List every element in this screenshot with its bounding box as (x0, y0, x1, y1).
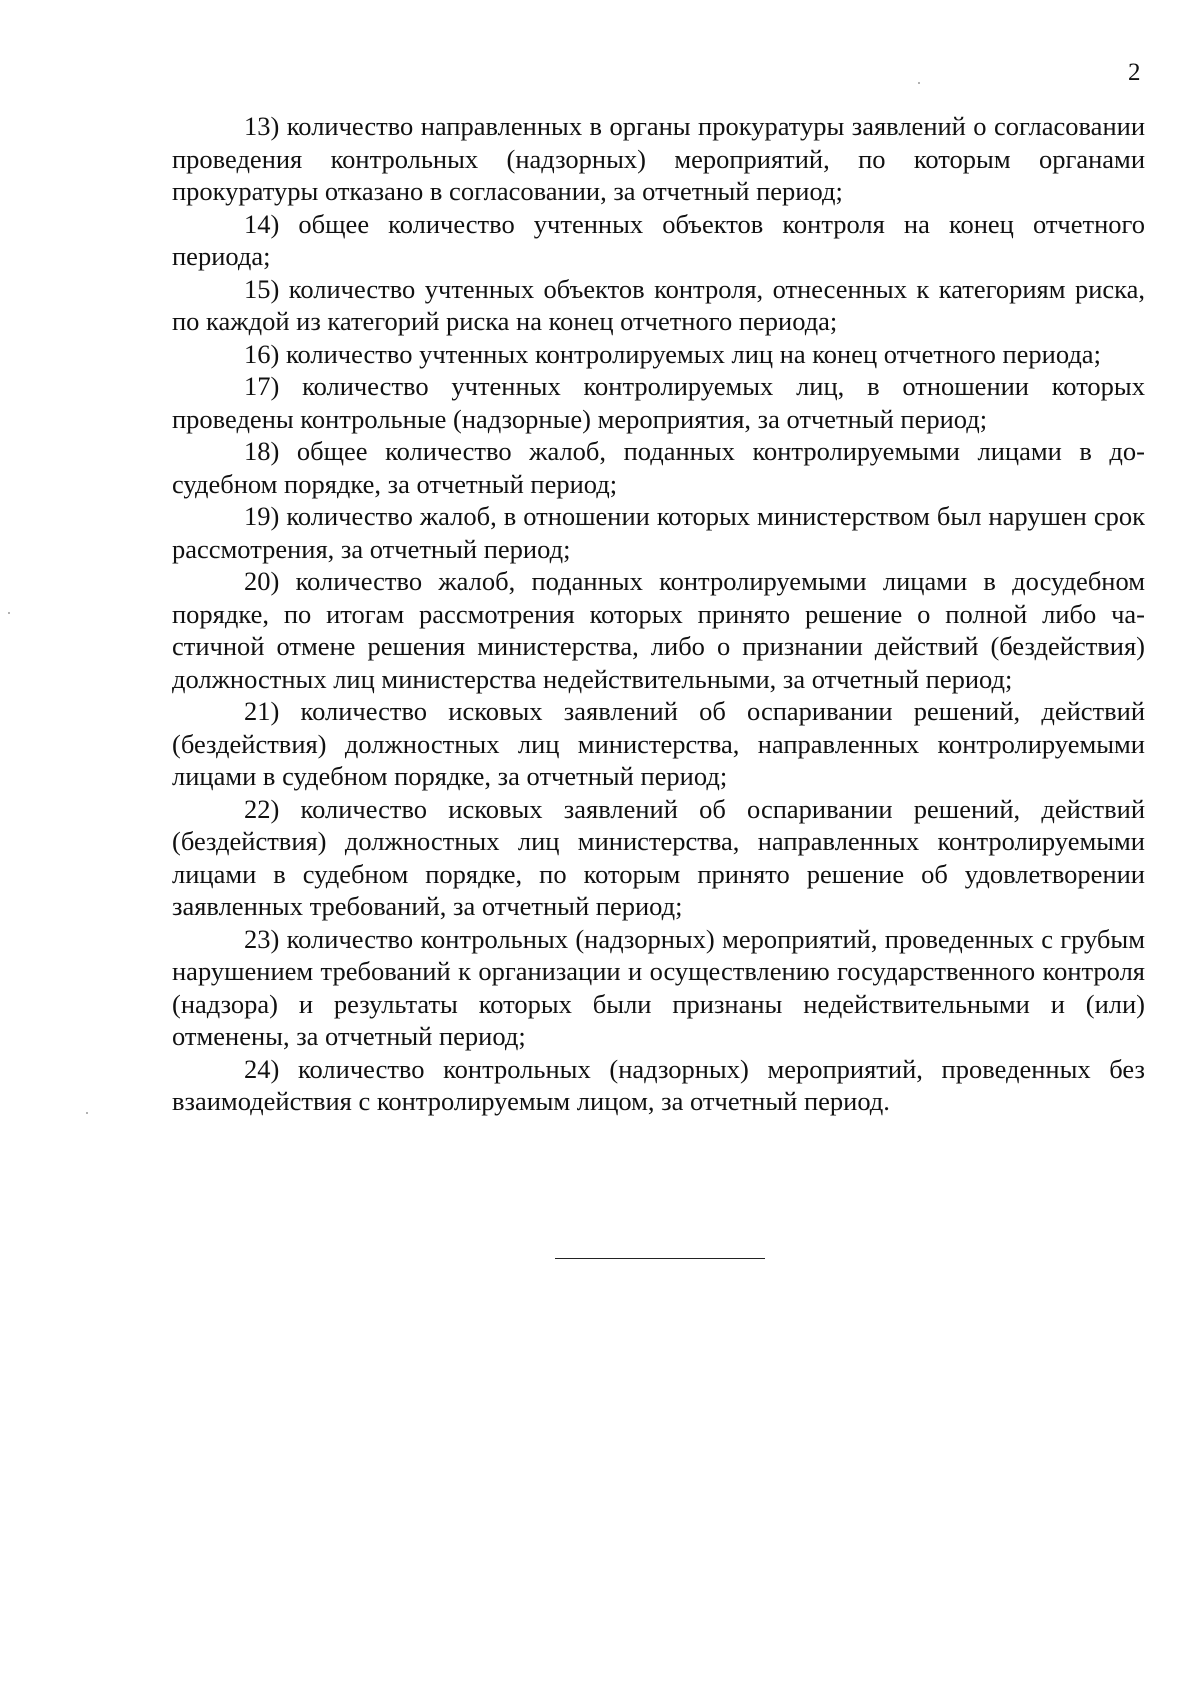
list-item-20: 20) количество жалоб, поданных контролируемыми лицами в досудебном порядке, по итогам рассмотрения которых принято решение о полной либо частичной отмене решения министерства, либо о признании действий (бездействия) должностных лиц министерства недействительными, за отчетный период; (172, 566, 1145, 694)
list-item-16: 16) количество учтенных контролируемых лиц на конец отчетного периода; (244, 338, 1101, 369)
list-item-22: 22) количество исковых заявлений об оспаривании решений, действий (бездействия) должностных лиц министерства, направленных контролируемыми лицами в судебном порядке, по которым принято решение об удовлетворении заявленных требований, за отчетный период; (172, 793, 1145, 921)
list-item-21: 21) количество исковых заявлений об оспаривании решений, действий (бездействия) должностных лиц министерства, направленных контролируемыми лицами в судебном порядке, за отчетный период; (172, 696, 1145, 791)
list-item-15: 15) количество учтенных объектов контроля, отнесенных к категориям риска, по каждой из категорий риска на конец отчетного периода; (172, 273, 1145, 336)
document-body (172, 110, 1145, 1118)
list-item-14: 14) общее количество учтенных объектов контроля на конец отчетного периода; (172, 208, 1145, 271)
list-item-19: 19) количество жалоб, в отношении которых министерством был нарушен срок рассмотрения, за отчетный период; (172, 501, 1145, 564)
page-number: 2 (1128, 59, 1141, 86)
list-item-18: 18) общее количество жалоб, поданных контролируемыми лицами в досудебном порядке, за отчетный период; (172, 436, 1145, 499)
list-item-17: 17) количество учтенных контролируемых лиц, в отношении которых проведены контрольные (надзорные) мероприятия, за отчетный период; (172, 371, 1145, 434)
list-item-23: 23) количество контрольных (надзорных) мероприятий, проведенных с грубым нарушением требований к организации и осуществлению государственного контроля (надзора) и результаты которых были признаны недействительными и (или) отменены, за отчетный период; (172, 923, 1145, 1051)
scan-speck (86, 1112, 88, 1114)
scan-speck (918, 82, 920, 84)
list-item-24: 24) количество контрольных (надзорных) мероприятий, проведенных без взаимодействия с контролируемым лицом, за отчетный период. (172, 1053, 1145, 1116)
scan-speck (8, 612, 10, 614)
list-item-13: 13) количество направленных в органы прокуратуры заявлений о согласовании проведения контрольных (надзорных) мероприятий, по которым органами прокуратуры отказано в согласовании, за отчетный период; (172, 111, 1145, 206)
closing-divider (555, 1258, 765, 1259)
